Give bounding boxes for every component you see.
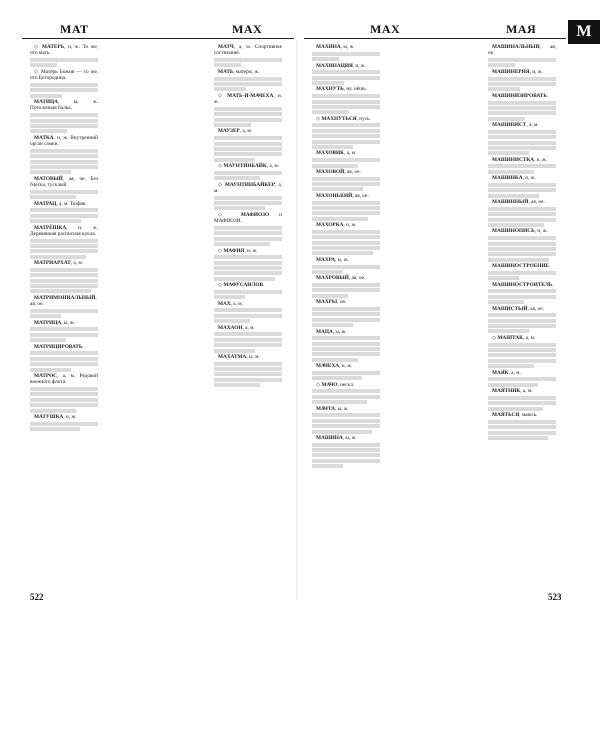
entry-text-line xyxy=(30,387,98,391)
entry-text-line xyxy=(312,352,380,356)
entry-text-line xyxy=(312,323,353,327)
entry-text-line xyxy=(312,206,380,210)
entry-text-line xyxy=(312,395,380,399)
entry-text-line xyxy=(488,377,556,381)
entry-text-line xyxy=(312,459,380,463)
dictionary-entry: МАХАТМА, ы, м. xyxy=(218,353,260,360)
dictionary-entry: МАШИНИСТ, а, м. xyxy=(492,122,539,129)
entry-text-line xyxy=(488,271,556,275)
entry-text-line xyxy=(312,371,380,375)
entry-text-line xyxy=(30,119,98,123)
entry-text-line xyxy=(312,246,380,250)
entry-text-line xyxy=(312,464,343,468)
dictionary-entry: ◇ МАХНУТЬСЯ, нусь. xyxy=(316,115,371,122)
entry-text-line xyxy=(30,244,98,248)
entry-text-line xyxy=(30,165,98,169)
entry-text-line xyxy=(214,266,282,270)
entry-text-line xyxy=(312,164,358,168)
entry-text-line xyxy=(30,214,98,218)
dictionary-entry: МАШИНЕРИЯ, и, ж. xyxy=(492,68,543,75)
dictionary-entry: МАХИНА, ы, ж. xyxy=(316,44,355,50)
entry-text-line xyxy=(312,342,380,346)
dictionary-entry: МАШИНОСТРОЕНИЕ. xyxy=(492,263,551,270)
entry-text-line xyxy=(30,327,98,331)
dictionary-column-2 xyxy=(214,44,282,572)
running-head-left-outer: МАТ xyxy=(60,22,89,36)
entry-text-line xyxy=(312,211,380,215)
entry-text-line xyxy=(30,309,98,313)
entry-text-line xyxy=(214,343,282,347)
dictionary-entry: ◇ МАУНТИНБАЙКЕР, а, м. xyxy=(214,181,282,194)
entry-text-line xyxy=(312,140,380,144)
entry-text-line xyxy=(214,338,282,342)
entry-text-line xyxy=(30,351,98,355)
entry-text-line xyxy=(312,288,380,292)
entry-text-line xyxy=(488,101,556,105)
entry-text-line xyxy=(30,170,71,174)
entry-text-line xyxy=(312,283,380,287)
entry-text-line xyxy=(312,294,348,298)
entry-text-line xyxy=(488,431,556,435)
entry-text-line xyxy=(214,378,282,382)
entry-text-line xyxy=(488,194,539,198)
entry-text-line xyxy=(488,276,519,280)
entry-text-line xyxy=(488,295,556,299)
entry-text-line xyxy=(30,113,98,117)
entry-text-line xyxy=(214,201,282,205)
entry-text-line xyxy=(214,158,255,162)
entry-text-line xyxy=(312,251,373,255)
entry-text-line xyxy=(312,110,349,114)
entry-text-line xyxy=(488,420,556,424)
dictionary-entry: МАХРА, ы, ж. xyxy=(316,256,349,263)
entry-text-line xyxy=(312,158,380,162)
entry-text-line xyxy=(488,343,556,347)
entry-text-line xyxy=(312,81,344,85)
entry-text-line xyxy=(30,403,98,407)
dictionary-entry: МАЯК, а, м. xyxy=(492,369,521,376)
dictionary-entry: МАТРИМОНИАЛЬНЫЙ, ая, ое. xyxy=(30,294,97,308)
dictionary-entry: ◇ МАФИЯ, и, ж. xyxy=(218,247,258,254)
entry-text-line xyxy=(488,188,556,192)
entry-text-line xyxy=(30,88,98,92)
entry-text-line xyxy=(312,94,380,98)
entry-text-line xyxy=(488,87,520,91)
entry-text-line xyxy=(488,359,556,363)
dictionary-entry: ◇ МАЧО, нескл. xyxy=(316,381,355,388)
entry-text-line xyxy=(488,183,556,187)
entry-text-line xyxy=(214,242,270,246)
entry-text-line xyxy=(488,164,556,168)
entry-text-line xyxy=(312,70,380,74)
entry-text-line xyxy=(214,237,282,241)
entry-text-line xyxy=(488,207,556,211)
entry-text-line xyxy=(214,277,275,281)
entry-text-line xyxy=(488,170,534,174)
entry-text-line xyxy=(488,242,556,246)
dictionary-column-3 xyxy=(312,44,380,572)
entry-text-line xyxy=(488,146,556,150)
entry-text-line xyxy=(488,300,524,304)
entry-text-line xyxy=(312,419,380,423)
entry-text-line xyxy=(214,372,282,376)
entry-text-line xyxy=(214,142,282,146)
dictionary-entry: МАУЗЕР, а, м. xyxy=(218,128,253,135)
entry-text-line xyxy=(30,268,98,272)
entry-text-line xyxy=(30,289,91,293)
entry-text-line xyxy=(312,100,380,104)
entry-text-line xyxy=(312,241,380,245)
entry-text-line xyxy=(488,247,556,251)
entry-text-line xyxy=(30,160,98,164)
entry-text-line xyxy=(30,368,71,372)
entry-text-line xyxy=(312,201,380,205)
entry-text-line xyxy=(488,151,529,155)
entry-text-line xyxy=(30,83,98,87)
entry-text-line xyxy=(30,427,80,431)
entry-text-line xyxy=(312,52,380,56)
dictionary-entry: МАШИНИЗИРОВАТЬ. xyxy=(492,92,549,99)
entry-text-line xyxy=(312,134,380,138)
page-number-left: 522 xyxy=(30,592,44,602)
entry-text-line xyxy=(312,177,380,181)
entry-text-line xyxy=(312,230,380,234)
dictionary-entry: МАШИНКА, и, ж. xyxy=(492,175,536,182)
entry-text-line xyxy=(30,239,98,243)
dictionary-entry: ◇ МАТЕРЬ, и, ж. То же, что мать. xyxy=(30,44,98,57)
dictionary-entry: МАЦА, ы, ж. xyxy=(316,328,347,335)
entry-text-line xyxy=(488,324,556,328)
thumb-index-tab: М xyxy=(568,20,600,44)
entry-text-line xyxy=(214,383,260,387)
entry-text-line xyxy=(488,329,529,333)
entry-text-line xyxy=(214,63,241,67)
entry-text-line xyxy=(30,338,66,342)
entry-text-line xyxy=(312,307,380,311)
entry-text-line xyxy=(488,319,556,323)
entry-text-line xyxy=(30,422,98,426)
entry-text-line xyxy=(30,279,98,283)
entry-text-line xyxy=(214,171,282,175)
entry-text-line xyxy=(312,443,380,447)
entry-text-line xyxy=(488,63,515,67)
dictionary-entry: ◇ МАШТАК, а, м. xyxy=(492,334,536,341)
dictionary-entry: МАШИНОПИСЬ, и, ж. xyxy=(492,228,548,235)
dictionary-entry: МАХАОН, а, м. xyxy=(218,324,255,331)
entry-text-line xyxy=(214,362,282,366)
entry-text-line xyxy=(214,82,282,86)
entry-text-line xyxy=(488,223,544,227)
dictionary-entry: ◇ МАТЬ-И-МАЧЕХА, и, ж. xyxy=(214,92,282,106)
entry-text-line xyxy=(488,364,534,368)
entry-text-line xyxy=(312,318,380,322)
running-head-right-inner: МАХ xyxy=(370,22,401,36)
dictionary-entry: МАЯТЬСЯ, маюсь. xyxy=(492,411,538,418)
entry-text-line xyxy=(312,182,380,186)
entry-text-line xyxy=(312,376,362,380)
entry-text-line xyxy=(488,82,556,86)
entry-text-line xyxy=(214,290,282,294)
entry-text-line xyxy=(214,332,282,336)
entry-text-line xyxy=(488,383,538,387)
dictionary-entry: МАХРОВЫЙ, ая, ое. xyxy=(316,275,366,282)
dictionary-entry: МАТРИАРХАТ, а, м. xyxy=(34,260,84,267)
entry-text-line xyxy=(30,63,57,67)
entry-text-line xyxy=(488,111,556,115)
entry-text-line xyxy=(214,77,282,81)
dictionary-entry: МАТКА, и, ж. Внутренний орган самки. xyxy=(30,134,98,148)
entry-text-line xyxy=(488,135,556,139)
header-rule-right xyxy=(304,38,566,39)
entry-text-line xyxy=(312,217,368,221)
entry-text-line xyxy=(30,409,76,413)
entry-text-line xyxy=(488,218,556,222)
entry-text-line xyxy=(214,176,260,180)
entry-text-line xyxy=(488,212,556,216)
entry-text-line xyxy=(312,347,380,351)
dictionary-entry: МАШИНА, ы, ж. xyxy=(316,434,357,441)
entry-text-line xyxy=(488,77,556,81)
entry-text-line xyxy=(312,123,380,127)
dictionary-entry: МАХОВИК, а, м. xyxy=(316,150,357,157)
entry-text-line xyxy=(214,314,282,318)
dictionary-entry: ◇ Матерь Божия — то же, что Богородица. xyxy=(30,68,98,82)
entry-text-line xyxy=(488,252,556,256)
entry-text-line xyxy=(30,190,98,194)
entry-text-line xyxy=(30,249,98,253)
entry-text-line xyxy=(312,358,358,362)
entry-text-line xyxy=(488,348,556,352)
entry-text-line xyxy=(312,57,339,61)
entry-text-line xyxy=(312,235,380,239)
entry-text-line xyxy=(312,270,343,274)
entry-text-line xyxy=(312,187,363,191)
dictionary-entry: МАШИНАЛЬНЫЙ, ая, ое. xyxy=(488,44,556,57)
dictionary-entry: МАТРЁШКА, и, ж. Деревянная расписная кукла. xyxy=(30,224,98,237)
dictionary-entry: МАТРАЦ, а, м. Тюфяк. xyxy=(34,200,87,207)
running-head-left-inner: МАХ xyxy=(232,22,263,36)
dictionary-entry: МАЧТА, ы, ж. xyxy=(316,405,349,412)
entry-text-line xyxy=(30,314,61,318)
entry-text-line xyxy=(488,353,556,357)
entry-text-line xyxy=(312,400,367,404)
entry-text-line xyxy=(488,313,556,317)
entry-text-line xyxy=(30,129,67,133)
running-head-right-outer: МАЯ xyxy=(506,22,537,36)
entry-text-line xyxy=(488,117,525,121)
entry-text-line xyxy=(30,149,98,153)
dictionary-entry: МАТЧ, а, м. Спортивное состязание. xyxy=(214,44,282,57)
entry-text-line xyxy=(312,413,380,417)
page-number-right: 523 xyxy=(548,592,562,602)
entry-text-line xyxy=(214,255,282,259)
dictionary-entry: МАХОНЬКИЙ, ая, ое. xyxy=(316,192,369,199)
entry-text-line xyxy=(312,430,372,434)
entry-text-line xyxy=(30,357,98,361)
entry-text-line xyxy=(214,295,245,299)
dictionary-entry: МАТУШКА, и, ж. xyxy=(34,413,77,420)
entry-text-line xyxy=(488,289,556,293)
entry-text-line xyxy=(312,453,380,457)
entry-text-line xyxy=(312,336,380,340)
entry-text-line xyxy=(30,333,98,337)
entry-text-line xyxy=(214,206,265,210)
entry-text-line xyxy=(488,436,548,440)
dictionary-entry: ◇ МАФУСАИЛОВ. xyxy=(218,282,265,289)
entry-text-line xyxy=(214,87,246,91)
entry-text-line xyxy=(214,152,282,156)
entry-text-line xyxy=(30,362,98,366)
entry-text-line xyxy=(488,58,556,62)
dictionary-entry: МАХ, а, м. xyxy=(218,300,243,307)
dictionary-entry: МАХОВОЙ, ая, ое. xyxy=(316,168,361,175)
entry-text-line xyxy=(214,58,282,62)
entry-text-line xyxy=(312,312,380,316)
entry-text-line xyxy=(488,258,549,262)
entry-text-line xyxy=(214,118,282,122)
dictionary-entry: МАШИНИСТКА, и, ж. xyxy=(492,156,548,163)
entry-text-line xyxy=(214,226,282,230)
header-rule-left xyxy=(22,38,294,39)
dictionary-column-4 xyxy=(488,44,556,572)
dictionary-entry: МАТРИЦИРОВАТЬ. xyxy=(34,343,84,350)
entry-text-line xyxy=(214,147,282,151)
dictionary-entry: МАТРИЦА, ы, ж. xyxy=(34,319,76,326)
dictionary-entry: ◇ МАУНТИНБАЙК, а, м. xyxy=(218,163,280,170)
entry-text-line xyxy=(312,76,380,80)
entry-text-line xyxy=(30,273,98,277)
dictionary-entry: МАШИНОСТРОИТЕЛЬ. xyxy=(492,281,554,288)
dictionary-entry: МАХРЫ, ов. xyxy=(316,299,347,306)
dictionary-entry: МАХНУТЬ, ну, нёшь. xyxy=(316,86,367,93)
book-gutter xyxy=(296,40,298,600)
entry-text-line xyxy=(312,145,353,149)
entry-text-line xyxy=(312,389,380,393)
entry-text-line xyxy=(30,58,98,62)
entry-text-line xyxy=(30,284,98,288)
dictionary-entry: МАТОВЫЙ, ая, ое. Без блеска, тусклый. xyxy=(30,175,98,189)
entry-text-line xyxy=(214,231,282,235)
entry-text-line xyxy=(214,107,282,111)
entry-text-line xyxy=(30,219,81,223)
entry-text-line xyxy=(214,136,282,140)
entry-text-line xyxy=(488,396,556,400)
entry-text-line xyxy=(488,407,543,411)
entry-text-line xyxy=(488,130,556,134)
entry-text-line xyxy=(214,367,282,371)
entry-text-line xyxy=(214,261,282,265)
entry-text-line xyxy=(30,398,98,402)
entry-text-line xyxy=(30,94,62,98)
entry-text-line xyxy=(312,424,380,428)
dictionary-column-1 xyxy=(30,44,98,572)
entry-text-line xyxy=(214,308,282,312)
entry-text-line xyxy=(30,124,98,128)
entry-text-line xyxy=(214,319,250,323)
dictionary-entry: ◇ МАФИОЗО и МАФИОЗИ. xyxy=(214,211,282,225)
entry-text-line xyxy=(214,196,282,200)
entry-text-line xyxy=(488,106,556,110)
entry-text-line xyxy=(312,448,380,452)
dictionary-entry: МАХИНАЦИЯ, и, ж. xyxy=(316,62,366,69)
entry-text-line xyxy=(312,105,380,109)
entry-text-line xyxy=(214,112,282,116)
dictionary-entry: МАШИСТЫЙ, ая, ое. xyxy=(492,305,544,312)
entry-text-line xyxy=(214,123,251,127)
dictionary-entry: МАХОРКА, и, ж. xyxy=(316,222,357,229)
entry-text-line xyxy=(488,141,556,145)
entry-text-line xyxy=(30,392,98,396)
entry-text-line xyxy=(214,271,282,275)
entry-text-line xyxy=(488,401,556,405)
dictionary-entry: МАЯТНИК, а, м. xyxy=(492,388,533,395)
dictionary-entry: МАТИЦА, ы, ж. Потолочная балка. xyxy=(30,99,98,112)
dictionary-entry: МАТРОС, а, м. Рядовой военного флота. xyxy=(30,372,98,386)
entry-text-line xyxy=(30,154,98,158)
dictionary-entry: МАТЬ, матери, ж. xyxy=(218,68,260,75)
entry-text-line xyxy=(488,425,556,429)
entry-text-line xyxy=(312,265,380,269)
entry-text-line xyxy=(312,129,380,133)
entry-text-line xyxy=(488,236,556,240)
dictionary-entry: МАШИННЫЙ, ая, ое. xyxy=(492,199,545,206)
entry-text-line xyxy=(30,255,86,259)
entry-text-line xyxy=(30,195,76,199)
dictionary-entry: МАЧЕХА, и, ж. xyxy=(316,363,353,370)
entry-text-line xyxy=(214,349,255,353)
entry-text-line xyxy=(30,208,98,212)
